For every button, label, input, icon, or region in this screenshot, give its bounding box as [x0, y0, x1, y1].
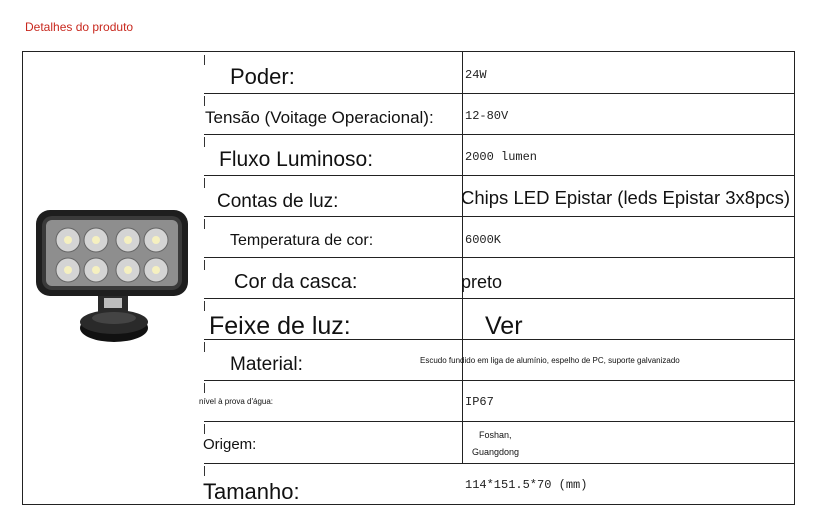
- label-luminous-flux: Fluxo Luminoso:: [219, 148, 374, 171]
- row-divider: [204, 93, 795, 94]
- page-title: Detalhes do produto: [25, 20, 134, 34]
- value-color-temperature: 6000K: [465, 233, 502, 247]
- row-divider: [204, 175, 795, 176]
- value-housing-color: preto: [461, 272, 503, 292]
- row-tick: [204, 178, 205, 188]
- row-divider: [204, 257, 795, 258]
- label-light-beads: Contas de luz:: [217, 191, 339, 212]
- row-divider: [204, 380, 795, 381]
- row-tick: [204, 383, 205, 393]
- label-power: Poder:: [230, 64, 295, 89]
- row-tick: [204, 219, 205, 229]
- label-housing-color: Cor da casca:: [234, 271, 358, 293]
- row-divider: [204, 463, 795, 464]
- label-size: Tamanho:: [203, 479, 300, 504]
- row-tick: [204, 301, 205, 311]
- row-divider: [204, 216, 795, 217]
- row-divider: [204, 134, 795, 135]
- value-beam: Ver: [485, 312, 523, 340]
- row-tick: [204, 260, 205, 270]
- value-material: Escudo fundido em liga de alumínio, espelho de PC, suporte galvanizado: [420, 356, 680, 365]
- label-beam: Feixe de luz:: [209, 312, 351, 340]
- row-tick: [204, 466, 205, 476]
- row-tick: [204, 55, 205, 65]
- value-voltage: 12-80V: [465, 109, 509, 123]
- row-tick: [204, 96, 205, 106]
- value-waterproof: IP67: [465, 395, 494, 409]
- label-waterproof: nível à prova d'água:: [199, 397, 274, 406]
- value-origin-city: Foshan,: [479, 430, 512, 440]
- row-divider: [204, 298, 795, 299]
- row-tick: [204, 424, 205, 434]
- value-luminous-flux: 2000 lumen: [465, 150, 538, 164]
- row-tick: [204, 342, 205, 352]
- value-power: 24W: [465, 68, 487, 82]
- label-voltage: Tensão (Voitage Operacional):: [205, 108, 434, 127]
- value-size: 114*151.5*70 (mm): [465, 478, 588, 492]
- label-origin: Origem:: [203, 436, 257, 453]
- label-material: Material:: [230, 354, 303, 375]
- value-light-beads: Chips LED Epistar (leds Epistar 3x8pcs): [461, 187, 791, 208]
- label-color-temperature: Temperatura de cor:: [230, 232, 374, 249]
- row-tick: [204, 137, 205, 147]
- led-work-light-image: [34, 208, 190, 351]
- value-origin-province: Guangdong: [472, 447, 520, 457]
- row-divider: [204, 421, 795, 422]
